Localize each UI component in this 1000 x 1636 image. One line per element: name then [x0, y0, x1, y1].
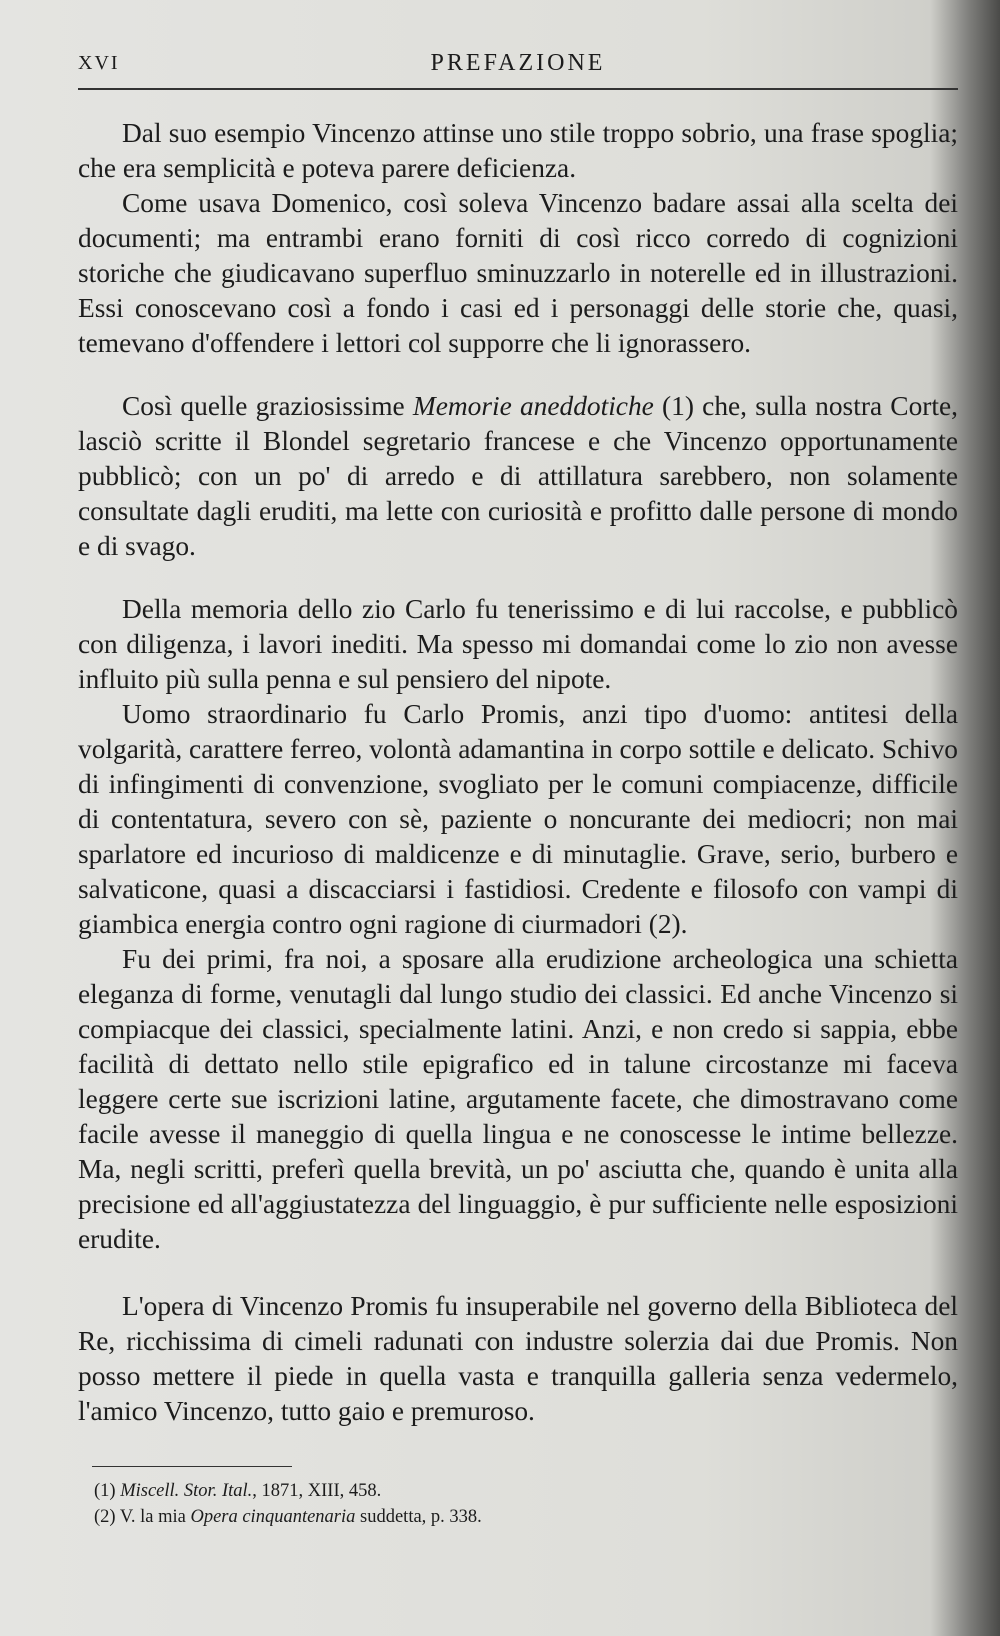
paragraph-carlo-promis: Uomo straordinario fu Carlo Promis, anzi tipo d'uomo: antitesi della volgarità, carattere ferreo, volontà adamantina in corpo sottile e delicato. Schivo di infingimenti di convenzione, svogliato per le comuni compiacenze, difficile di contentatura, severo con sè, paziente o noncurante dei mediocri; non mai sparlatore ed incurioso di maldicenze e di minutaglie. Grave, serio, burbero e salvaticone, quasi a discacciarsi i fastidiosi. Credente e filosofo con vampi di giambica energia contro ogni ragione di ciurmadori (2).: [78, 699, 958, 939]
paragraph-memorie: [78, 389, 958, 564]
footnote-mark: (1): [94, 1481, 116, 1501]
footnote-rule: [92, 1466, 292, 1467]
running-title: PREFAZIONE: [430, 50, 606, 76]
header-rule: [78, 88, 958, 90]
footnotes: [94, 1478, 694, 1530]
footnote-lead: V. la mia: [119, 1507, 191, 1527]
footnote-2: [94, 1504, 694, 1530]
paragraph-documents: Come usava Domenico, così soleva Vincenzo badare assai alla scelta dei documenti; ma entrambi erano forniti di così ricco corredo di cognizioni storiche che giudicavano superfluo sminuzzarlo in noterelle ed in illustrazioni. Essi conoscevano così a fondo i casi ed i personaggi delle storie che, quasi, temevano d'offendere i lettori col supporre che li ignorassero.: [78, 188, 958, 358]
paragraph-zio-carlo: Della memoria dello zio Carlo fu tenerissimo e di lui raccolse, e pubblicò con diligenza, i lavori inediti. Ma spesso mi domandai come lo zio non avesse influito più sulla penna e sul pensiero del nipote.: [78, 594, 958, 694]
footnote-mark: (2): [94, 1507, 116, 1527]
paragraph-erudizione: Fu dei primi, fra noi, a sposare alla erudizione archeologica una schietta eleganza di forme, venutagli dal lungo studio dei classici. Ed anche Vincenzo si compiacque dei classici, specialmente latini. Anzi, e non credo si sappia, ebbe facilità di dettato nello stile epigrafico ed in talune circostanze mi faceva leggere certe sue iscrizioni latine, argutamente facete, che dimostravano come facile avesse il maneggio di quella lingua e ne conoscesse le intime bellezze. Ma, negli scritti, preferì quella brevità, un po' asciutta che, quando è unita alla precisione ed all'aggiustatezza del linguaggio, è pur sufficiente nelle esposizioni erudite.: [78, 944, 958, 1254]
footnote-source: Opera cinquantenaria: [190, 1507, 356, 1527]
paragraph-biblioteca: L'opera di Vincenzo Promis fu insuperabile nel governo della Biblioteca del Re, ricchissima di cimeli radunati con industre solerzia dai due Promis. Non posso mettere il piede in quella vasta e tranquilla galleria senza vedermelo, l'amico Vincenzo, tutto gaio e premuroso.: [78, 1291, 958, 1426]
footnote-text: suddetta, p. 338.: [355, 1507, 482, 1527]
footnote-1: [94, 1478, 694, 1504]
memorie-title: Memorie aneddotiche: [412, 391, 654, 421]
body-text: [78, 116, 958, 1429]
paragraph-style: Dal suo esempio Vincenzo attinse uno stile troppo sobrio, una frase spoglia; che era semplicità e poteva parere deficienza.: [78, 118, 958, 183]
memorie-text-after: (1) che, sulla nostra Corte, lasciò scritte il Blondel segretario francese e che Vincenzo opportunamente pubblicò; con un po' di arredo e di attillatura sarebbero, non solamente consultate dagli eruditi, ma lette con curiosità e profitto dalle persone di mondo e di svago.: [78, 391, 959, 561]
footnote-source: Miscell. Stor. Ital.: [120, 1481, 253, 1501]
page-header: [78, 46, 958, 76]
memorie-text-before: Così quelle graziosissime: [122, 391, 413, 421]
page-number: XVI: [78, 52, 120, 74]
footnote-text: , 1871, XIII, 458.: [252, 1481, 382, 1501]
